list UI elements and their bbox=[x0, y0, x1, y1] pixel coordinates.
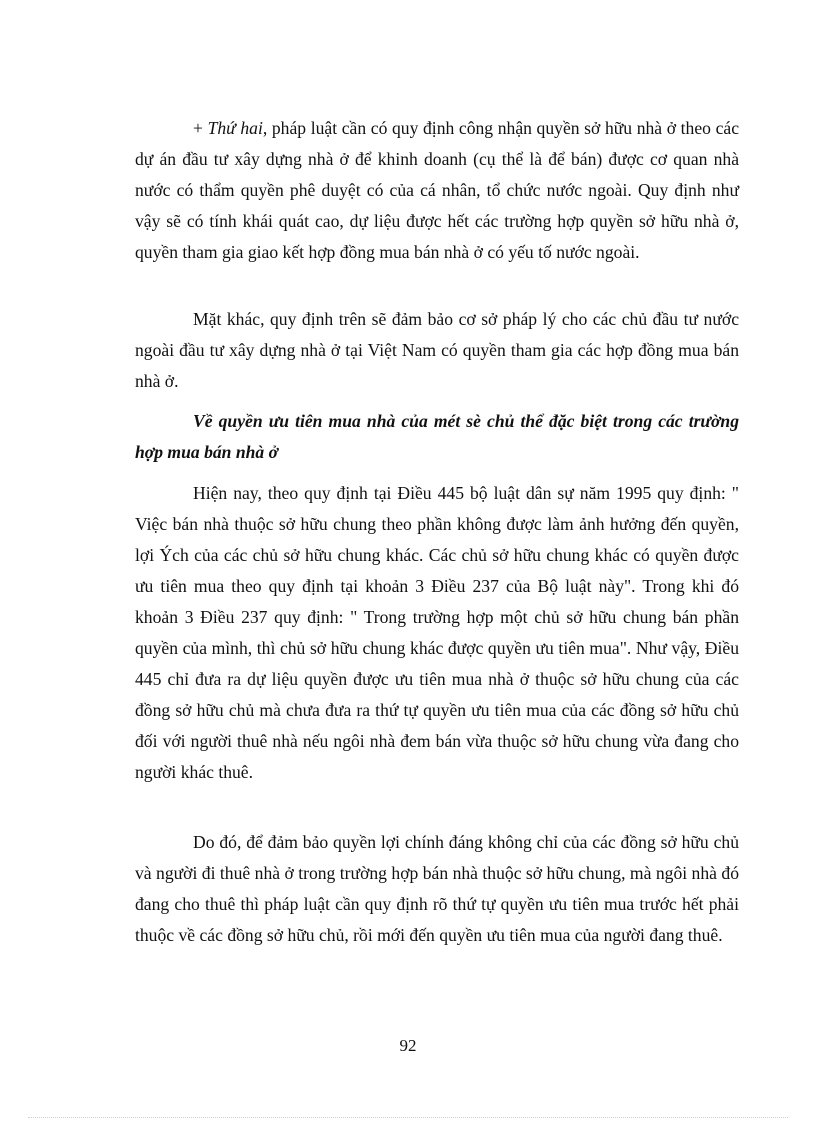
paragraph-2 bbox=[135, 304, 739, 397]
section-heading bbox=[135, 406, 739, 468]
paragraph-1-text bbox=[135, 113, 739, 268]
paragraph-2-text: Mặt khác, quy định trên sẽ đảm bảo cơ sở pháp lý cho các chủ đầu tư nước ngoài đầu tư xây dựng nhà ở tại Việt Nam có quyền tham gia các hợp đồng mua bán nhà ở. bbox=[135, 309, 739, 391]
page-number: 92 bbox=[399, 1036, 417, 1055]
paragraph-1 bbox=[135, 113, 739, 268]
paragraph-4-text: Do đó, để đảm bảo quyền lợi chính đáng không chỉ của các đồng sở hữu chủ và người đi thuê nhà ở trong trường hợp bán nhà thuộc sở hữu chung, mà ngôi nhà đó đang cho thuê thì pháp luật cần quy định rõ thứ tự quyền ưu tiên mua trước hết phải thuộc về các đồng sở hữu chủ, rồi mới đến quyền ưu tiên mua của người đang thuê. bbox=[135, 832, 739, 945]
paragraph-1-body: , pháp luật cần có quy định công nhận quyền sở hữu nhà ở theo các dự án đầu tư xây dựng nhà ở để khinh doanh (cụ thể là để bán) được cơ quan nhà nước có thẩm quyền phê duyệt có của cá nhân, tổ chức nước ngoài. Quy định như vậy sẽ có tính khái quát cao, dự liệu được hết các trường hợp quyền sở hữu nhà ở, quyền tham gia giao kết hợp đồng mua bán nhà ở có yếu tố nước ngoài. bbox=[135, 118, 740, 262]
paragraph-3-text: Hiện nay, theo quy định tại Điều 445 bộ luật dân sự năm 1995 quy định: " Việc bán nhà thuộc sở hữu chung theo phần không được làm ảnh hưởng đến quyền, lợi Ých của các chủ sở hữu chung khác. Các chủ sở hữu chung khác có quyền được ưu tiên mua theo quy định tại khoản 3 Điều 237 của Bộ luật này". Trong khi đó khoản 3 Điều 237 quy định: " Trong trường hợp một chủ sở hữu chung bán phần quyền của mình, thì chủ sở hữu chung khác được quyền ưu tiên mua". Như vậy, Điều 445 chỉ đưa ra dự liệu quyền được ưu tiên mua nhà ở thuộc sở hữu chung của các đồng sở hữu chủ mà chưa đưa ra thứ tự quyền ưu tiên mua của các đồng sở hữu chủ đối với người thuê nhà nếu ngôi nhà đem bán vừa thuộc sở hữu chung vừa đang cho người khác thuê. bbox=[135, 483, 739, 782]
page-bottom-divider bbox=[28, 1117, 788, 1118]
paragraph-1-italic-lead: Thứ hai bbox=[207, 118, 263, 138]
section-heading-text: Về quyền ưu tiên mua nhà của mét sè chủ thể đặc biệt trong các trường hợp mua bán nhà ở bbox=[135, 411, 739, 462]
paragraph-4 bbox=[135, 827, 739, 951]
paragraph-1-prefix: + bbox=[193, 118, 208, 138]
paragraph-3 bbox=[135, 478, 739, 788]
